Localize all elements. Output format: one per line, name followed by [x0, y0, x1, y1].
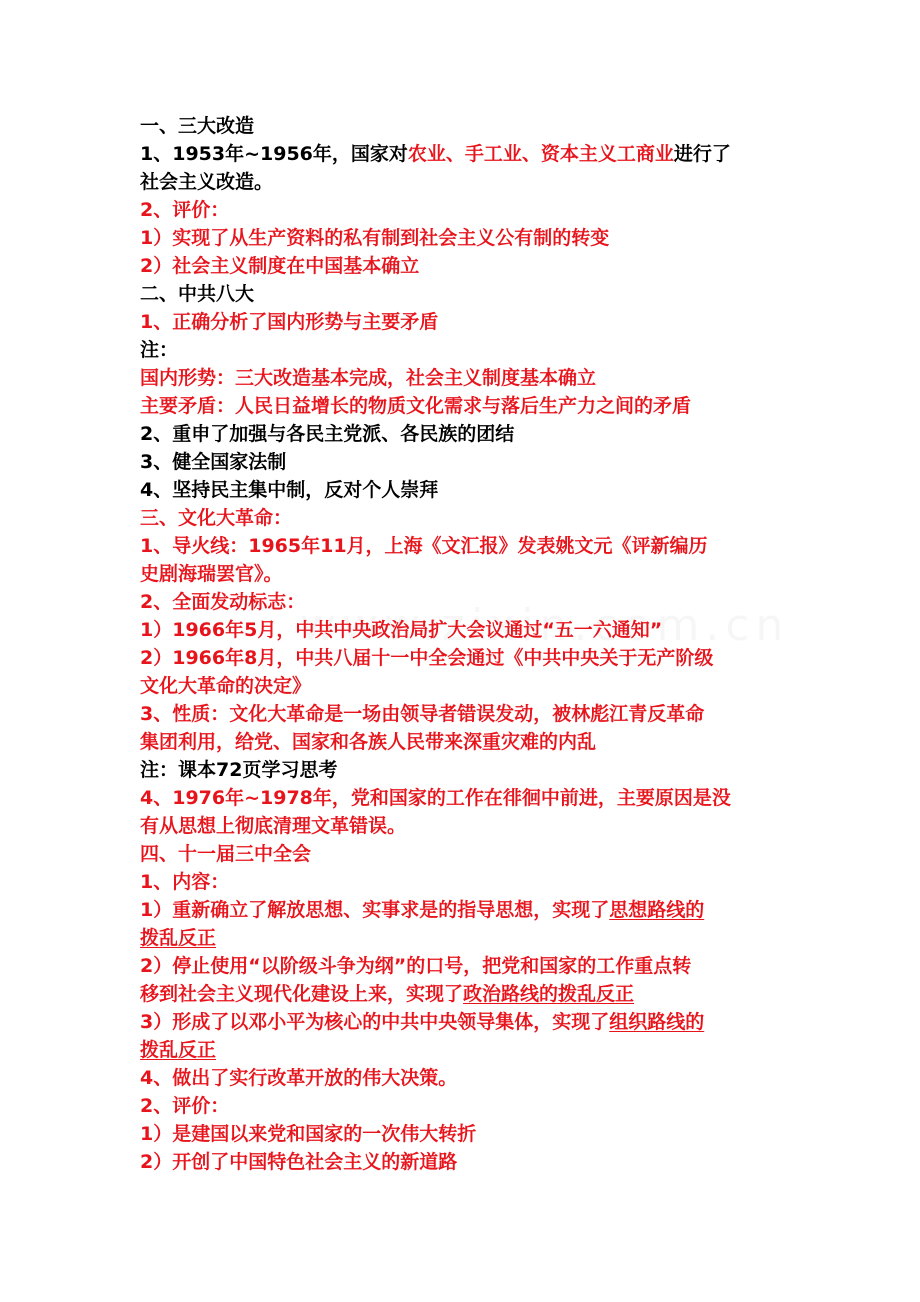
- text-segment: 1、内容：: [140, 871, 230, 893]
- text-line: [140, 168, 790, 196]
- text-line: [140, 252, 790, 280]
- text-line: [140, 1064, 790, 1092]
- text-line: [140, 504, 790, 532]
- text-segment: 注：课本72页学习思考: [140, 759, 338, 781]
- text-line: [140, 1008, 790, 1036]
- text-segment: 2、全面发动标志：: [140, 591, 306, 613]
- text-segment: 4、坚持民主集中制，反对个人崇拜: [140, 479, 439, 501]
- text-segment: 政治路线的拨乱反正: [463, 983, 635, 1005]
- text-segment: 有从思想上彻底清理文革错误。: [140, 815, 407, 837]
- text-segment: 拨乱反正: [140, 927, 217, 949]
- text-line: [140, 560, 790, 588]
- text-line: [140, 924, 790, 952]
- text-segment: 主要矛盾：人民日益增长的物质文化需求与落后生产力之间的矛盾: [140, 395, 692, 417]
- text-line: [140, 420, 790, 448]
- text-segment: 组织路线的: [609, 1011, 705, 1033]
- text-segment: 三、文化大革命：: [140, 507, 293, 529]
- text-line: [140, 140, 790, 168]
- text-line: [140, 672, 790, 700]
- text-segment: 2）1966年8月，中共八届十一中全会通过《中共中央关于无产阶级: [140, 647, 714, 669]
- text-segment: 农业、手工业、资本主义工商业: [407, 143, 674, 165]
- text-line: [140, 784, 790, 812]
- text-segment: 1）1966年5月，中共中央政治局扩大会议通过“五一六通知”: [140, 619, 663, 641]
- text-line: [140, 700, 790, 728]
- text-line: [140, 224, 790, 252]
- text-segment: 1、1953年~1956年，国家对: [140, 143, 408, 165]
- text-segment: 史剧海瑞罢官》。: [140, 563, 283, 585]
- text-segment: 3、健全国家法制: [140, 451, 287, 473]
- text-segment: 国内形势：三大改造基本完成，社会主义制度基本确立: [140, 367, 597, 389]
- document-body: [140, 112, 790, 1176]
- text-line: [140, 756, 790, 784]
- text-segment: 集团利用，给党、国家和各族人民带来深重灾难的内乱: [140, 731, 597, 753]
- text-line: [140, 448, 790, 476]
- text-line: [140, 532, 790, 560]
- text-line: [140, 280, 790, 308]
- text-segment: 1）实现了从生产资料的私有制到社会主义公有制的转变: [140, 227, 610, 249]
- text-segment: 二、中共八大: [140, 283, 255, 305]
- text-line: [140, 868, 790, 896]
- text-segment: 拨乱反正: [140, 1039, 217, 1061]
- text-line: [140, 364, 790, 392]
- text-line: [140, 980, 790, 1008]
- text-line: [140, 196, 790, 224]
- text-segment: 注：: [140, 339, 179, 361]
- text-line: [140, 1120, 790, 1148]
- text-segment: 2）社会主义制度在中国基本确立: [140, 255, 420, 277]
- text-segment: 4、1976年~1978年，党和国家的工作在徘徊中前进，主要原因是没: [140, 787, 731, 809]
- text-segment: 进行了: [673, 143, 731, 165]
- text-segment: 一、三大改造: [140, 115, 255, 137]
- text-line: [140, 112, 790, 140]
- text-segment: 2、重申了加强与各民主党派、各民族的团结: [140, 423, 515, 445]
- text-line: [140, 644, 790, 672]
- text-segment: 思想路线的: [609, 899, 705, 921]
- text-segment: 1、正确分析了国内形势与主要矛盾: [140, 311, 439, 333]
- text-line: [140, 952, 790, 980]
- text-segment: 2）停止使用“以阶级斗争为纲”的口号，把党和国家的工作重点转: [140, 955, 692, 977]
- text-line: [140, 476, 790, 504]
- text-line: [140, 616, 790, 644]
- text-segment: 1）是建国以来党和国家的一次伟大转折: [140, 1123, 477, 1145]
- text-line: [140, 588, 790, 616]
- text-segment: 四、十一届三中全会: [140, 843, 312, 865]
- text-line: [140, 1036, 790, 1064]
- text-line: [140, 336, 790, 364]
- text-line: [140, 392, 790, 420]
- text-segment: 2）开创了中国特色社会主义的新道路: [140, 1151, 458, 1173]
- text-segment: 4、做出了实行改革开放的伟大决策。: [140, 1067, 458, 1089]
- text-line: [140, 1148, 790, 1176]
- text-line: [140, 728, 790, 756]
- text-line: [140, 896, 790, 924]
- text-line: [140, 840, 790, 868]
- text-segment: 移到社会主义现代化建设上来，实现了: [140, 983, 464, 1005]
- text-segment: 文化大革命的决定》: [140, 675, 312, 697]
- text-segment: 3、性质：文化大革命是一场由领导者错误发动，被林彪江青反革命: [140, 703, 705, 725]
- text-segment: 3）形成了以邓小平为核心的中共中央领导集体，实现了: [140, 1011, 610, 1033]
- text-segment: 2、评价：: [140, 199, 230, 221]
- text-line: [140, 1092, 790, 1120]
- text-line: [140, 812, 790, 840]
- text-segment: 社会主义改造。: [140, 171, 274, 193]
- text-segment: 2、评价：: [140, 1095, 230, 1117]
- text-line: [140, 308, 790, 336]
- text-segment: 1、导火线：1965年11月，上海《文汇报》发表姚文元《评新编历: [140, 535, 708, 557]
- text-segment: 1）重新确立了解放思想、实事求是的指导思想，实现了: [140, 899, 610, 921]
